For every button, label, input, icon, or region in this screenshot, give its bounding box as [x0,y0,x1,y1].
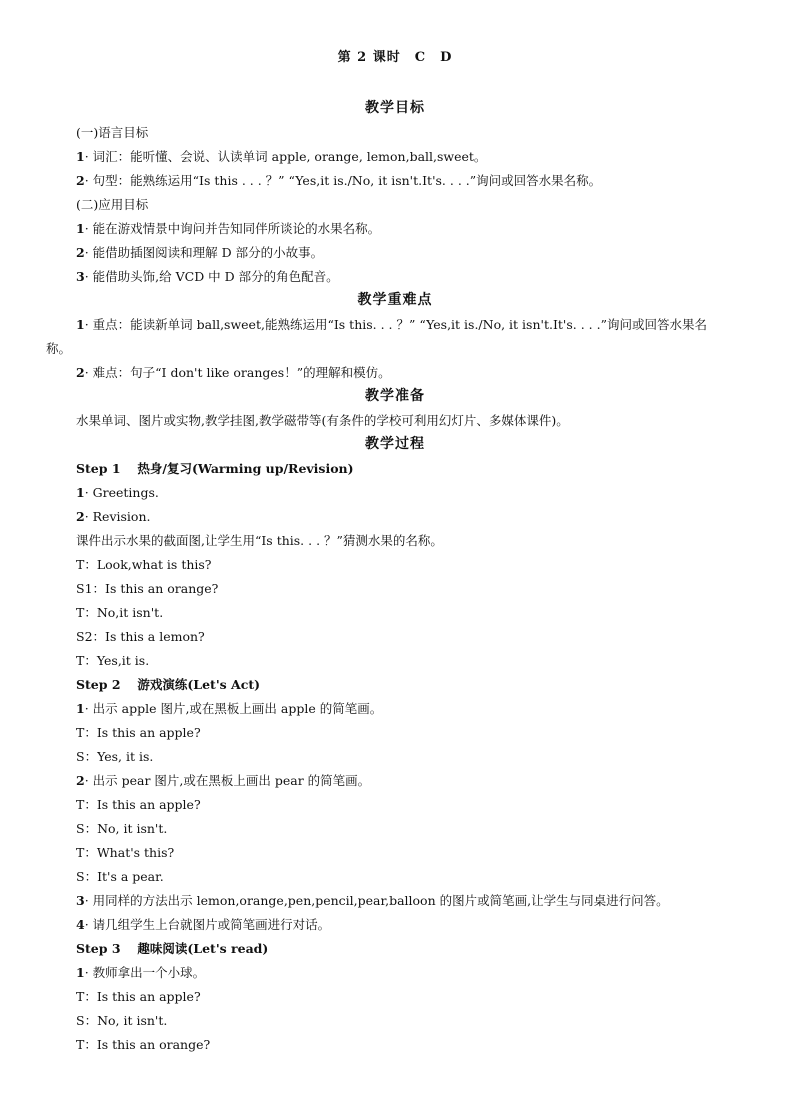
item-number: 1 [76,317,85,332]
key-point-1 [76,317,707,333]
step2-title: Step 2 游戏演练(Let's Act) [76,677,261,692]
preparation-heading: 教学准备 [365,388,425,404]
item-number: 3 [76,893,85,908]
application-goal-heading: (二)应用目标 [76,197,149,212]
language-item-1 [76,149,486,165]
item-text: · 词汇：能听懂、会说、认读单词 apple, orange, lemon,ball,sweet。 [84,149,487,164]
step1-title: Step 1 热身/复习(Warming up/Revision) [76,461,354,476]
step2-item-4 [76,917,330,933]
step3-item-1 [76,965,205,981]
item-number: 2 [76,245,85,260]
step3-title: Step 3 趣味阅读(Let's read) [76,941,269,956]
item-number: 1 [76,965,85,980]
item-number: 2 [76,365,85,380]
dialog-line: S：It's a pear. [76,869,164,884]
item-text: · 教师拿出一个小球。 [84,965,206,980]
dialog-line: T：What's this? [76,845,175,860]
item-number: 1 [76,701,85,716]
item-number: 2 [76,509,85,524]
item-text: · 能借助头饰,给 VCD 中 D 部分的角色配音。 [84,269,339,284]
application-item-3 [76,269,339,285]
item-number: 1 [76,221,85,236]
key-points-heading: 教学重难点 [357,292,433,308]
item-number: 2 [76,773,85,788]
process-heading: 教学过程 [365,436,425,452]
item-number: 4 [76,917,85,932]
application-item-2 [76,245,323,261]
dialog-line: T：Is this an apple? [76,725,201,740]
step1-intro: 课件出示水果的截面图,让学生用“Is this. . . ？”猜测水果的名称。 [76,533,443,548]
step2-item-3 [76,893,669,909]
item-text: · 用同样的方法出示 lemon,orange,pen,pencil,pear,balloon 的图片或简笔画,让学生与同桌进行问答。 [84,893,669,908]
dialog-line: S：No, it isn't. [76,1013,168,1028]
item-number: 1 [76,149,85,164]
dialog-line: S：No, it isn't. [76,821,168,836]
step2-item-1 [76,701,382,717]
language-item-2 [76,173,601,189]
lesson-title: 第 2 课时 C D [337,50,453,65]
dialog-line: T：Yes,it is. [76,653,150,668]
dialog-line: T：No,it isn't. [76,605,164,620]
objectives-heading: 教学目标 [365,100,425,116]
item-text: · 请几组学生上台就图片或简笔画进行对话。 [84,917,331,932]
dialog-line: T：Is this an apple? [76,797,201,812]
dialog-line: S2：Is this a lemon? [76,629,205,644]
dialog-line: T：Look,what is this? [76,557,212,572]
item-text: · 出示 apple 图片,或在黑板上画出 apple 的简笔画。 [84,701,383,716]
dialog-line: T：Is this an orange? [76,1037,211,1052]
item-text: · Revision. [84,509,151,524]
preparation-text: 水果单词、图片或实物,教学挂图,教学磁带等(有条件的学校可利用幻灯片、多媒体课件)。 [76,413,569,428]
step1-item-2 [76,509,150,525]
item-text: · 句型：能熟练运用“Is this . . . ？” “Yes,it is./No, it isn't.It's. . . .”询问或回答水果名称。 [84,173,602,188]
dialog-line: S：Yes, it is. [76,749,154,764]
step2-item-2 [76,773,370,789]
step1-item-1 [76,485,159,501]
item-text: · 出示 pear 图片,或在黑板上画出 pear 的简笔画。 [84,773,371,788]
key-point-2 [76,365,391,381]
item-text: · 能在游戏情景中询问并告知同伴所谈论的水果名称。 [84,221,381,236]
item-number: 3 [76,269,85,284]
key-point-1-continuation: 称。 [46,341,72,356]
item-number: 2 [76,173,85,188]
language-goal-heading: (一)语言目标 [76,125,149,140]
dialog-line: S1：Is this an orange? [76,581,219,596]
item-text: · 能借助插图阅读和理解 D 部分的小故事。 [84,245,324,260]
item-number: 1 [76,485,85,500]
dialog-line: T：Is this an apple? [76,989,201,1004]
item-text: · Greetings. [84,485,159,500]
item-text: · 重点：能读新单词 ball,sweet,能熟练运用“Is this. . . ？” “Yes,it is./No, it isn't.It's. . . .”询问或回答水果名 [84,317,707,332]
item-text: · 难点：句子“I don't like oranges！”的理解和模仿。 [84,365,391,380]
application-item-1 [76,221,380,237]
